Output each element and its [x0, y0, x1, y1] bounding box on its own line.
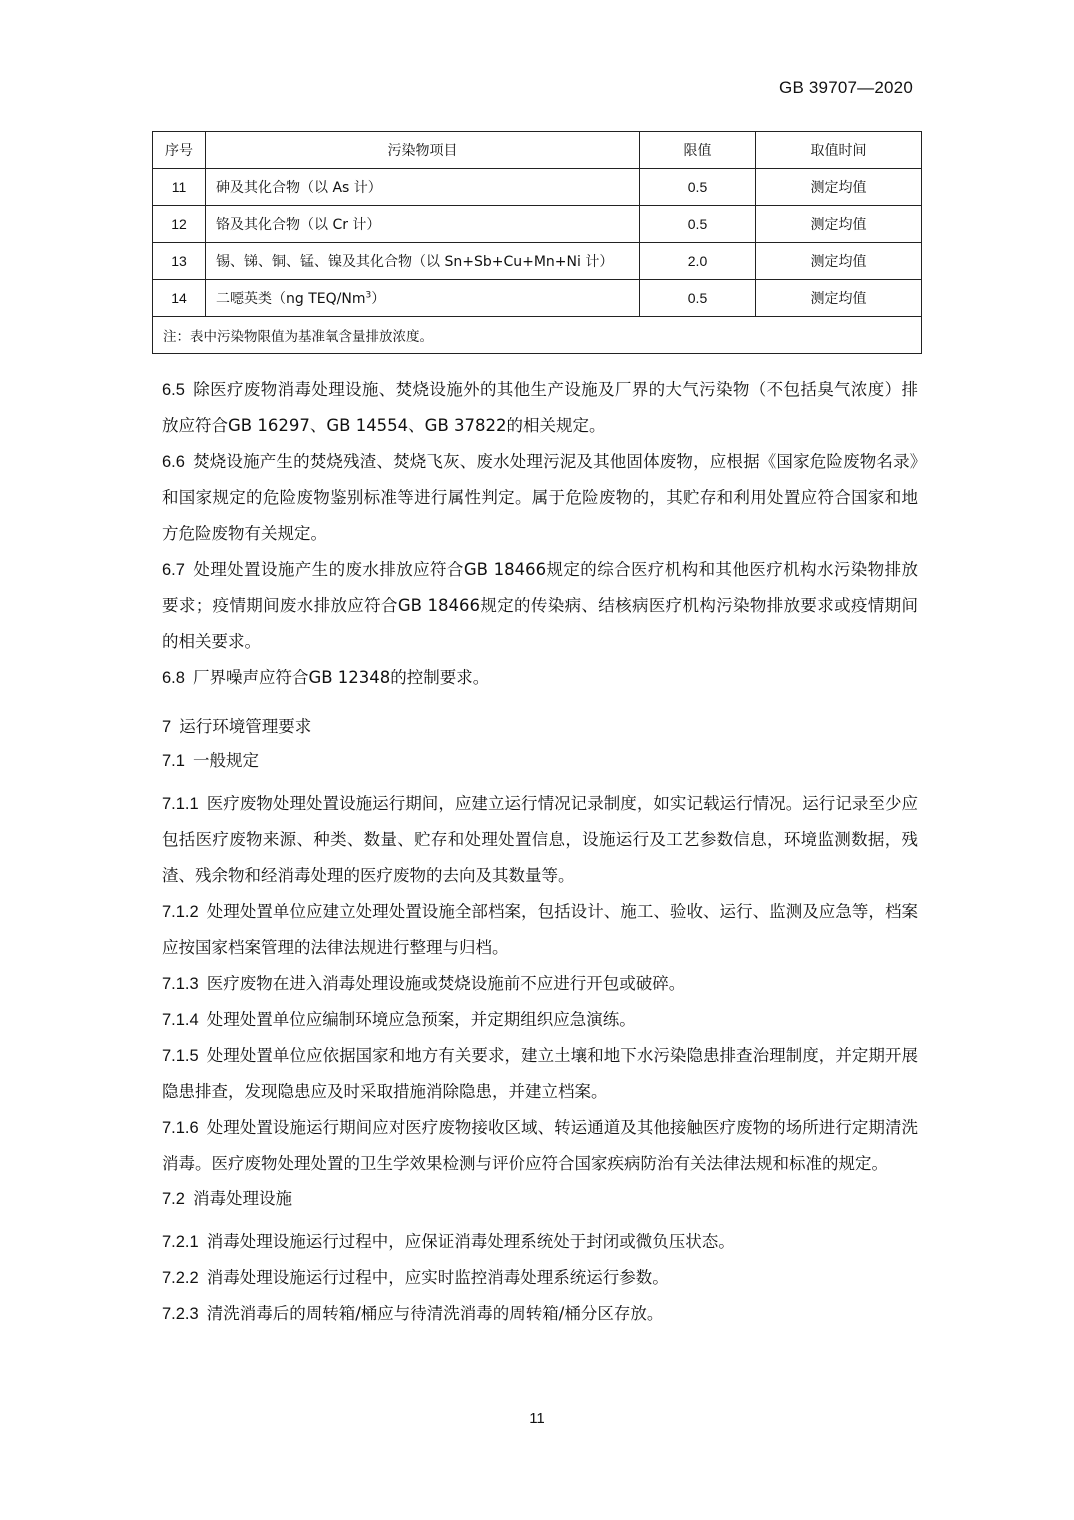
clause-text: 焚烧设施产生的焚烧残渣、焚烧飞灰、废水处理污泥及其他固体废物，应根据《国家危险废物名录》和国家规定的危险废物鉴别标准等进行属性判定。属于危险废物的，其贮存和利用处置应符合国家和地方危险废物有关规定。	[162, 452, 918, 543]
clause-7-1-5	[162, 1038, 918, 1110]
cell-time: 测定均值	[756, 280, 922, 317]
clause-6-8	[162, 660, 918, 696]
cell-limit: 0.5	[640, 169, 756, 206]
clause-7-1-2	[162, 894, 918, 966]
cell-no: 13	[153, 243, 206, 280]
heading-number: 7	[162, 718, 172, 736]
clause-number: 7.1.1	[162, 795, 199, 813]
clause-text: 医疗废物处理处置设施运行期间，应建立运行情况记录制度，如实记载运行情况。运行记录至少应包括医疗废物来源、种类、数量、贮存和处理处置信息，设施运行及工艺参数信息，环境监测数据，残渣、残余物和经消毒处理的医疗废物的去向及其数量等。	[162, 794, 918, 885]
clause-text: 处理处置单位应依据国家和地方有关要求，建立土壤和地下水污染隐患排查治理制度，并定期开展隐患排查，发现隐患应及时采取措施消除隐患，并建立档案。	[162, 1046, 918, 1101]
item-superscript: 3	[365, 290, 372, 301]
table-row	[153, 243, 922, 280]
cell-limit: 0.5	[640, 206, 756, 243]
clause-text: 处理处置设施产生的废水排放应符合GB 18466规定的综合医疗机构和其他医疗机构水污染物排放要求；疫情期间废水排放应符合GB 18466规定的传染病、结核病医疗机构污染物排放要求或疫情期间的相关要求。	[162, 560, 918, 651]
clause-7-2-2	[162, 1260, 918, 1296]
header-time: 取值时间	[756, 132, 922, 169]
clause-text: 处理处置单位应建立处理处置设施全部档案，包括设计、施工、验收、运行、监测及应急等，档案应按国家档案管理的法律法规进行整理与归档。	[162, 902, 918, 957]
heading-7-1	[162, 744, 918, 778]
clause-number: 7.1.3	[162, 975, 199, 993]
heading-number: 7.2	[162, 1190, 185, 1208]
item-text: 二噁英类（ng TEQ/Nm	[216, 291, 366, 307]
heading-text: 一般规定	[192, 751, 259, 770]
clause-7-1-3	[162, 966, 918, 1002]
cell-time: 测定均值	[756, 243, 922, 280]
table-note-row	[153, 317, 922, 354]
pollutant-limits-table	[152, 131, 922, 354]
clause-number: 6.5	[162, 381, 185, 399]
cell-item: 锡、锑、铜、锰、镍及其化合物（以 Sn+Sb+Cu+Mn+Ni 计）	[206, 243, 640, 280]
clause-number: 6.6	[162, 453, 185, 471]
clause-number: 6.7	[162, 561, 185, 579]
clause-text: 处理处置设施运行期间应对医疗废物接收区域、转运通道及其他接触医疗废物的场所进行定期清洗消毒。医疗废物处理处置的卫生学效果检测与评价应符合国家疾病防治有关法律法规和标准的规定。	[162, 1118, 918, 1173]
cell-item	[206, 280, 640, 317]
clause-number: 7.2.2	[162, 1269, 199, 1287]
cell-limit: 0.5	[640, 280, 756, 317]
clause-text: 厂界噪声应符合GB 12348的控制要求。	[192, 668, 490, 687]
heading-number: 7.1	[162, 752, 185, 770]
document-body	[162, 372, 918, 1332]
cell-item: 砷及其化合物（以 As 计）	[206, 169, 640, 206]
cell-time: 测定均值	[756, 206, 922, 243]
header-no: 序号	[153, 132, 206, 169]
clause-text: 清洗消毒后的周转箱/桶应与待清洗消毒的周转箱/桶分区存放。	[206, 1304, 664, 1323]
cell-time: 测定均值	[756, 169, 922, 206]
table-row	[153, 206, 922, 243]
clause-6-6	[162, 444, 918, 552]
heading-7-2	[162, 1182, 918, 1216]
clause-text: 除医疗废物消毒处理设施、焚烧设施外的其他生产设施及厂界的大气污染物（不包括臭气浓度）排放应符合GB 16297、GB 14554、GB 37822的相关规定。	[162, 380, 918, 435]
standard-code: GB 39707—2020	[779, 78, 913, 97]
item-text-end: ）	[371, 291, 386, 307]
cell-no: 11	[153, 169, 206, 206]
clause-number: 7.1.5	[162, 1047, 199, 1065]
table-header-row	[153, 132, 922, 169]
clause-7-1-6	[162, 1110, 918, 1182]
clause-7-2-1	[162, 1224, 918, 1260]
clause-number: 7.2.1	[162, 1233, 199, 1251]
clause-text: 消毒处理设施运行过程中，应保证消毒处理系统处于封闭或微负压状态。	[206, 1232, 735, 1251]
clause-number: 6.8	[162, 669, 185, 687]
clause-6-5	[162, 372, 918, 444]
cell-limit: 2.0	[640, 243, 756, 280]
clause-text: 处理处置单位应编制环境应急预案，并定期组织应急演练。	[206, 1010, 636, 1029]
table-note: 注：表中污染物限值为基准氧含量排放浓度。	[153, 317, 922, 354]
cell-no: 12	[153, 206, 206, 243]
clause-7-2-3	[162, 1296, 918, 1332]
header-item: 污染物项目	[206, 132, 640, 169]
clause-number: 7.1.2	[162, 903, 199, 921]
table-row	[153, 169, 922, 206]
heading-text: 运行环境管理要求	[179, 717, 312, 736]
header-limit: 限值	[640, 132, 756, 169]
clause-number: 7.2.3	[162, 1305, 199, 1323]
heading-text: 消毒处理设施	[192, 1189, 292, 1208]
clause-7-1-4	[162, 1002, 918, 1038]
clause-number: 7.1.4	[162, 1011, 199, 1029]
clause-7-1-1	[162, 786, 918, 894]
clause-6-7	[162, 552, 918, 660]
clause-text: 消毒处理设施运行过程中，应实时监控消毒处理系统运行参数。	[206, 1268, 669, 1287]
table-row	[153, 280, 922, 317]
heading-7	[162, 710, 918, 744]
cell-no: 14	[153, 280, 206, 317]
clause-text: 医疗废物在进入消毒处理设施或焚烧设施前不应进行开包或破碎。	[206, 974, 686, 993]
page-number: 11	[529, 1410, 545, 1427]
cell-item: 铬及其化合物（以 Cr 计）	[206, 206, 640, 243]
clause-number: 7.1.6	[162, 1119, 199, 1137]
